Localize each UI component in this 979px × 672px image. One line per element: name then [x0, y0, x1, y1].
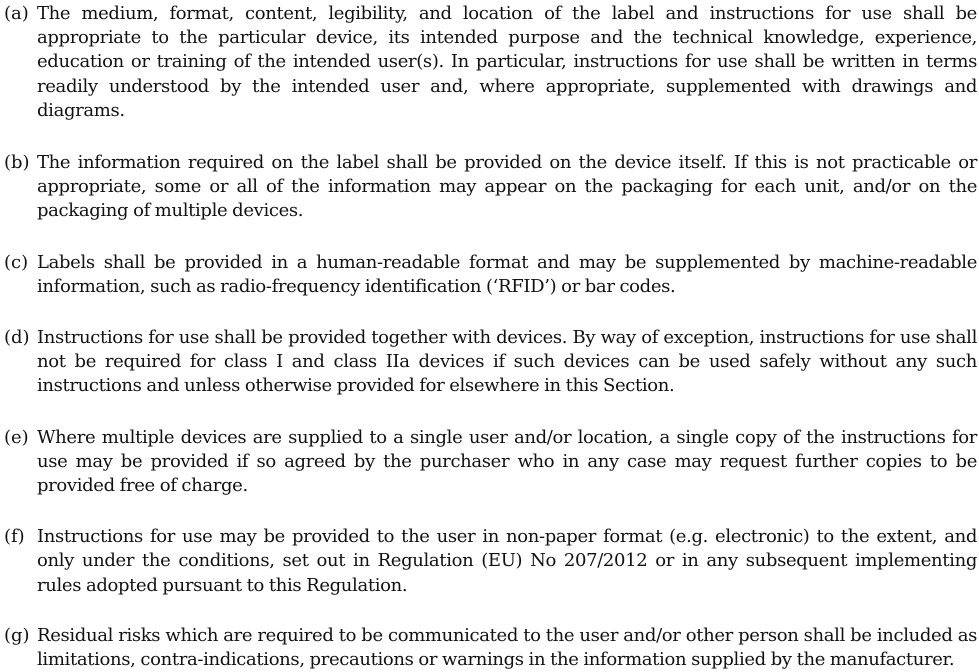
list-item-f — [4, 525, 977, 598]
item-marker: (a) — [4, 3, 29, 24]
item-text: Instructions for use may be provided to the user in non-paper format (e.g. electronic) to the extent, and only under the conditions, set out in Regulation (EU) No 207/2012 or in any subsequent implementing rules adopted pursuant to this Regulation. — [37, 526, 977, 596]
item-text: Labels shall be provided in a human-readable format and may be supplemented by machine-readable information, such as radio-frequency identification (‘RFID’) or bar codes. — [37, 251, 977, 297]
item-marker: (g) — [4, 624, 30, 646]
list-item-b — [4, 151, 977, 224]
list-item-d — [4, 326, 977, 399]
document-body — [4, 0, 977, 672]
item-text: The information required on the label shall be provided on the device itself. If this is not practicable or appropriate, some or all of the information may appear on the packaging for each unit, and/or on the packaging of multiple devices. — [37, 152, 977, 222]
list-item-g — [4, 624, 977, 672]
list-item-c — [4, 251, 977, 299]
list-item-e — [4, 426, 977, 499]
item-text: Instructions for use shall be provided together with devices. By way of exception, instructions for use shall not be required for class I and class IIa devices if such devices can be used safely without any such instructions and unless otherwise provided for elsewhere in this Section. — [37, 327, 977, 397]
item-marker: (e) — [4, 426, 29, 448]
item-text: The medium, format, content, legibility, and location of the label and instructions for use shall be appropriate to the particular device, its intended purpose and the technical knowledge, experience, education or training of the intended user(s). In particular, instructions for use shall be written in terms readily understood by the intended user and, where appropriate, supplemented with drawings and diagrams. — [37, 3, 977, 121]
item-marker: (b) — [4, 152, 30, 174]
item-text: Residual risks which are required to be communicated to the user and/or other person shall be included as limitations, contra-indications, precautions or warnings in the information supplied by the manufacturer. — [37, 624, 977, 671]
item-text: Where multiple devices are supplied to a single user and/or location, a single copy of the instructions for use may be provided if so agreed by the purchaser who in any case may request further copies to be provided free of charge. — [37, 426, 977, 497]
item-marker: (c) — [4, 251, 29, 273]
list-item-a — [4, 2, 977, 123]
item-marker: (d) — [4, 327, 30, 349]
item-marker: (f) — [4, 526, 25, 548]
